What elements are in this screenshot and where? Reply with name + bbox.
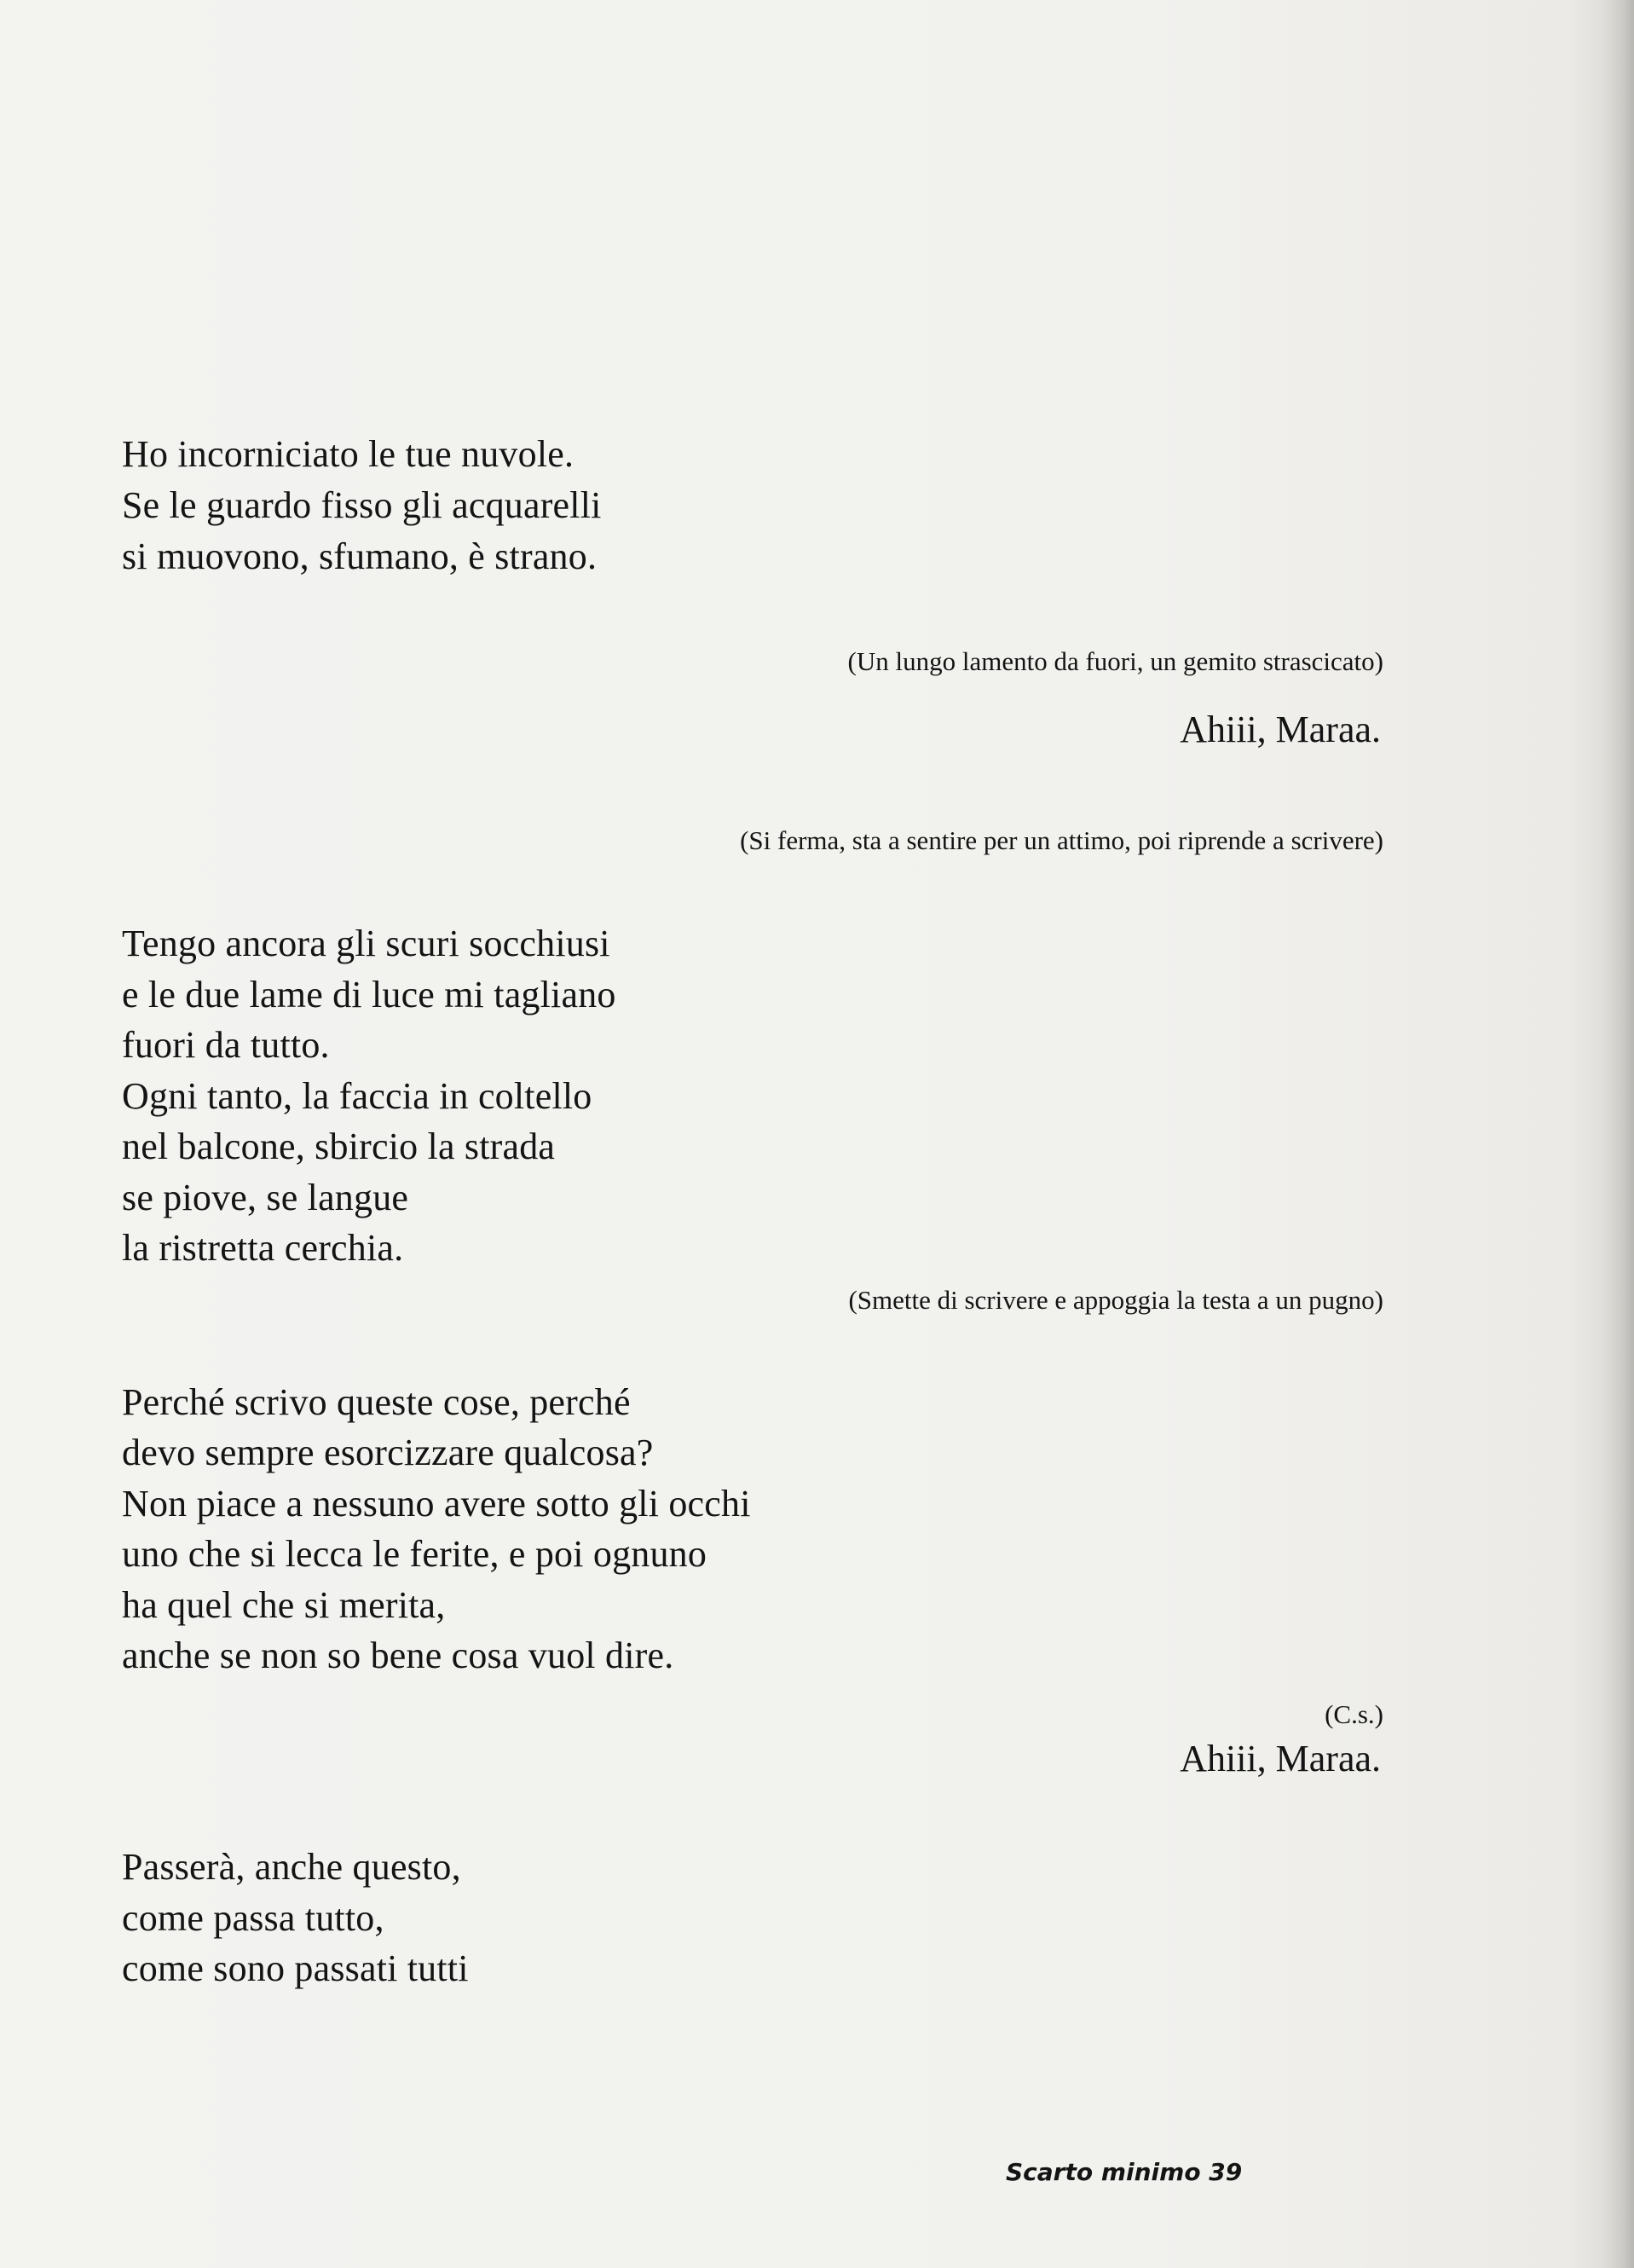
verse-line: e le due lame di luce mi tagliano	[122, 974, 616, 1015]
character-cry: Ahiii, Maraa.	[1180, 709, 1381, 750]
verse-line: anche se non so bene cosa vuol dire.	[122, 1634, 674, 1676]
page-footer: Scarto minimo 39	[1006, 2158, 1243, 2186]
verse-line: come sono passati tutti	[122, 1947, 469, 1989]
stage-direction: (Un lungo lamento da fuori, un gemito strascicato)	[847, 646, 1383, 676]
verse-line: si muovono, sfumano, è strano.	[122, 535, 598, 577]
verse-line: Tengo ancora gli scuri socchiusi	[122, 923, 610, 964]
verse-line: uno che si lecca le ferite, e poi ognuno	[122, 1533, 707, 1575]
verse-line: fuori da tutto.	[122, 1024, 330, 1066]
verse-line: Non piace a nessuno avere sotto gli occhi	[122, 1483, 751, 1525]
verse-line: Perché scrivo queste cose, perché	[122, 1381, 631, 1423]
stage-direction: (C.s.)	[1325, 1699, 1383, 1729]
verse-line: come passa tutto,	[122, 1897, 384, 1939]
verse-line: se piove, se langue	[122, 1177, 409, 1218]
stage-direction: (Smette di scrivere e appoggia la testa a un pugno)	[848, 1285, 1383, 1315]
stage-direction: (Si ferma, sta a sentire per un attimo, poi riprende a scrivere)	[740, 825, 1383, 855]
verse-line: Ogni tanto, la faccia in coltello	[122, 1075, 592, 1117]
verse-line: devo sempre esorcizzare qualcosa?	[122, 1432, 654, 1473]
verse-line: ha quel che si merita,	[122, 1584, 446, 1626]
verse-line: Ho incorniciato le tue nuvole.	[122, 433, 574, 475]
verse-line: Passerà, anche questo,	[122, 1846, 461, 1888]
verse-line: la ristretta cerchia.	[122, 1227, 404, 1269]
verse-line: nel balcone, sbircio la strada	[122, 1125, 556, 1167]
verse-line: Se le guardo fisso gli acquarelli	[122, 484, 602, 526]
character-cry: Ahiii, Maraa.	[1180, 1738, 1381, 1779]
